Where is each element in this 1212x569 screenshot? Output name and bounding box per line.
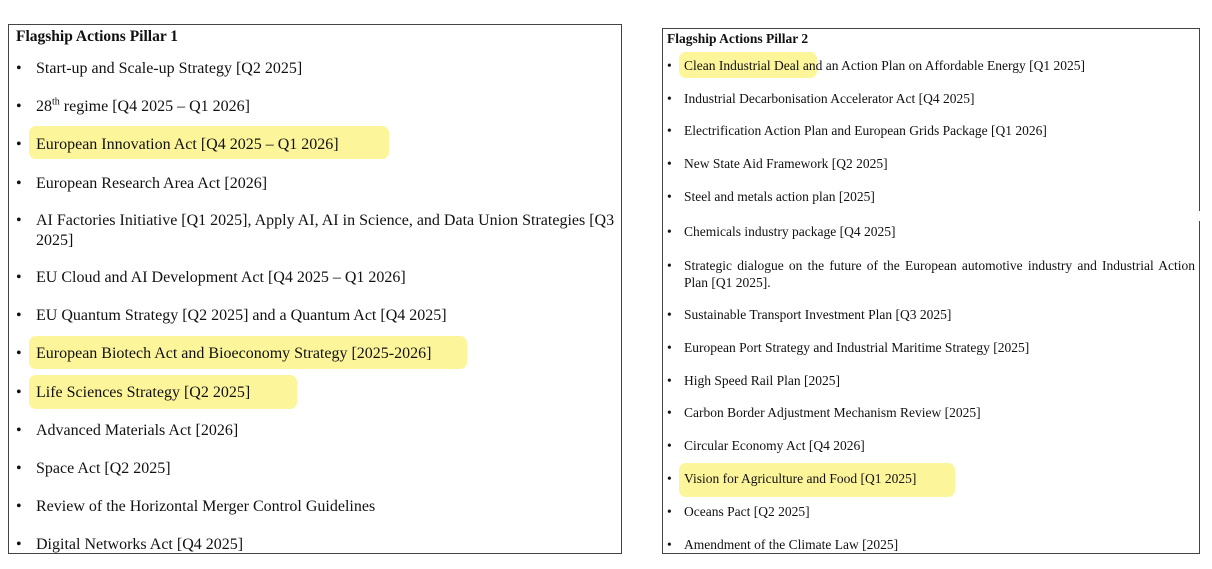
list-item xyxy=(663,536,1199,553)
item-text: Life Sciences Strategy [Q2 2025] xyxy=(36,384,251,401)
item-text: EU Quantum Strategy [Q2 2025] and a Quantum Act [Q4 2025] xyxy=(36,307,447,324)
list-item xyxy=(663,437,1199,454)
bullet: • xyxy=(667,471,672,486)
bullet: • xyxy=(667,189,672,204)
list-item xyxy=(663,470,1199,487)
bullet: • xyxy=(16,307,22,324)
item-text: European Port Strategy and Industrial Maritime Strategy [2025] xyxy=(684,340,1030,355)
list-item xyxy=(9,174,621,194)
list-item xyxy=(9,268,621,288)
bullet: • xyxy=(667,258,672,273)
bullet: • xyxy=(16,422,22,439)
item-text: Space Act [Q2 2025] xyxy=(36,460,171,477)
bullet: • xyxy=(667,307,672,322)
list-item xyxy=(663,339,1199,356)
item-text: Review of the Horizontal Merger Control Guidelines xyxy=(36,498,376,515)
item-text: European Innovation Act [Q4 2025 – Q1 2026] xyxy=(36,136,339,153)
bullet: • xyxy=(667,58,672,73)
list-item xyxy=(663,372,1199,389)
bullet: • xyxy=(16,460,22,477)
item-text: Sustainable Transport Investment Plan [Q3 2025] xyxy=(684,307,952,322)
list-item xyxy=(663,503,1199,520)
bullet: • xyxy=(667,340,672,355)
bullet: • xyxy=(667,438,672,453)
bullet: • xyxy=(16,384,22,401)
item-text: EU Cloud and AI Development Act [Q4 2025 – Q1 2026] xyxy=(36,269,406,286)
item-text: Start-up and Scale-up Strategy [Q2 2025] xyxy=(36,60,303,77)
item-text: Digital Networks Act [Q4 2025] xyxy=(36,536,244,553)
item-text: Steel and metals action plan [2025] xyxy=(684,189,875,204)
bullet: • xyxy=(667,405,672,420)
bullet: • xyxy=(667,156,672,171)
list-item xyxy=(9,211,621,251)
list-item xyxy=(9,459,621,479)
list-item xyxy=(663,155,1199,172)
item-text: Amendment of the Climate Law [2025] xyxy=(684,537,899,552)
item-text: Vision for Agriculture and Food [Q1 2025] xyxy=(684,471,917,486)
item-text: Advanced Materials Act [2026] xyxy=(36,422,239,439)
list-item xyxy=(663,404,1199,421)
list-item xyxy=(663,306,1199,323)
bullet: • xyxy=(16,212,22,229)
item-text: Oceans Pact [Q2 2025] xyxy=(684,504,810,519)
pillar1-title: Flagship Actions Pillar 1 xyxy=(16,28,179,45)
bullet: • xyxy=(16,136,22,153)
pillar1-panel xyxy=(8,24,622,554)
bullet: • xyxy=(16,345,22,362)
list-item xyxy=(663,223,1199,240)
list-item xyxy=(663,122,1199,139)
list-item xyxy=(9,97,621,117)
item-text: New State Aid Framework [Q2 2025] xyxy=(684,156,888,171)
item-text: Industrial Decarbonisation Accelerator Act [Q4 2025] xyxy=(684,91,975,106)
pillar2-title: Flagship Actions Pillar 2 xyxy=(667,31,809,46)
item-text: Strategic dialogue on the future of the European automotive industry and Industrial Action Plan [Q1 2025]. xyxy=(684,258,1195,290)
item-text: AI Factories Initiative [Q1 2025], Apply AI, AI in Science, and Data Union Strategies [Q3 2025] xyxy=(36,212,615,249)
bullet: • xyxy=(16,498,22,515)
item-text: Carbon Border Adjustment Mechanism Review [2025] xyxy=(684,405,981,420)
list-item xyxy=(9,497,621,517)
bullet: • xyxy=(667,91,672,106)
bullet: • xyxy=(16,60,22,77)
item-text: Clean Industrial Deal and an Action Plan on Affordable Energy [Q1 2025] xyxy=(684,58,1086,73)
bullet: • xyxy=(16,98,22,115)
pillar2-panel xyxy=(662,28,1200,554)
list-item xyxy=(9,535,621,555)
list-item xyxy=(9,135,621,155)
list-item xyxy=(663,188,1199,205)
bullet: • xyxy=(16,269,22,286)
item-text: European Research Area Act [2026] xyxy=(36,175,268,192)
list-item xyxy=(9,421,621,441)
item-text: European Biotech Act and Bioeconomy Strategy [2025-2026] xyxy=(36,345,432,362)
list-item xyxy=(9,306,621,326)
list-item xyxy=(663,57,1199,74)
list-item xyxy=(663,257,1199,291)
item-text: High Speed Rail Plan [2025] xyxy=(684,373,840,388)
bullet: • xyxy=(667,504,672,519)
bullet: • xyxy=(667,537,672,552)
bullet: • xyxy=(16,175,22,192)
item-text: Electrification Action Plan and European Grids Package [Q1 2026] xyxy=(684,123,1047,138)
list-item xyxy=(663,90,1199,107)
item-text: Chemicals industry package [Q4 2025] xyxy=(684,224,896,239)
bullet: • xyxy=(667,123,672,138)
list-item xyxy=(9,383,621,403)
panel-divider-gap xyxy=(1195,211,1201,221)
item-text: Circular Economy Act [Q4 2026] xyxy=(684,438,865,453)
bullet: • xyxy=(667,224,672,239)
item-text: 28th regime [Q4 2025 – Q1 2026] xyxy=(36,96,250,115)
bullet: • xyxy=(667,373,672,388)
list-item xyxy=(9,59,621,79)
bullet: • xyxy=(16,536,22,553)
list-item xyxy=(9,344,621,364)
